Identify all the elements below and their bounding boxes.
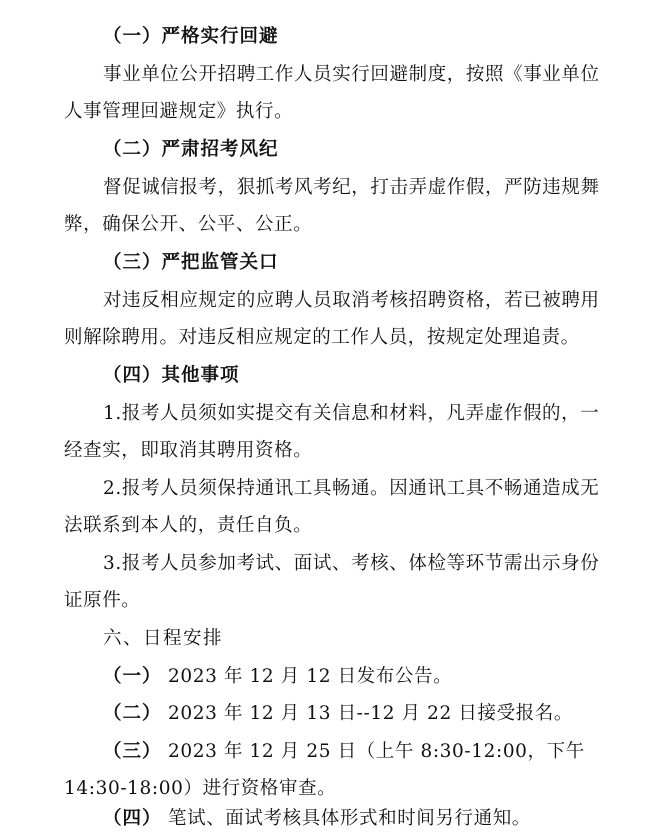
section-1-line-2: 人事管理回避规定》执行。 bbox=[64, 101, 294, 122]
schedule-item-3-text: 2023 年 12 月 25 日（上午 8:30-12:00，下午 bbox=[168, 741, 585, 762]
schedule-item-4-label: （四） bbox=[103, 808, 162, 829]
section-2-line-1: 督促诚信报考，狠抓考风考纪，打击弄虚作假，严防违规舞 bbox=[103, 177, 600, 198]
section-4-line-6: 证原件。 bbox=[64, 590, 141, 611]
schedule-item-1-label: （一） bbox=[103, 666, 162, 687]
schedule-item-2-text: 2023 年 12 月 13 日--12 月 22 日接受报名。 bbox=[168, 703, 573, 724]
section-4-line-4: 法联系到本人的，责任自负。 bbox=[64, 515, 313, 536]
section-4-line-5: 3.报考人员参加考试、面试、考核、体检等环节需出示身份 bbox=[103, 553, 600, 574]
schedule-item-3 bbox=[103, 739, 663, 765]
section-heading-3: （三）严把监管关口 bbox=[103, 252, 279, 273]
schedule-item-2-label: （二） bbox=[103, 703, 162, 724]
section-3-line-2: 则解除聘用。对违反相应规定的工作人员，按规定处理追责。 bbox=[64, 327, 580, 348]
schedule-item-4-text: 笔试、面试考核具体形式和时间另行通知。 bbox=[168, 808, 531, 829]
section-4-line-1: 1.报考人员须如实提交有关信息和材料，凡弄虚作假的，一 bbox=[103, 403, 600, 424]
schedule-item-4 bbox=[103, 806, 663, 832]
section-2-line-2: 弊，确保公开、公平、公正。 bbox=[64, 214, 313, 235]
schedule-item-1 bbox=[103, 664, 663, 690]
schedule-item-3-continued bbox=[64, 776, 624, 802]
schedule-item-2 bbox=[103, 701, 663, 727]
schedule-item-1-text: 2023 年 12 月 12 日发布公告。 bbox=[168, 666, 453, 687]
section-4-line-2: 经查实，即取消其聘用资格。 bbox=[64, 440, 313, 461]
section-heading-2: （二）严肃招考风纪 bbox=[103, 139, 279, 160]
section-3-line-1: 对违反相应规定的应聘人员取消考核招聘资格，若已被聘用 bbox=[103, 290, 600, 311]
schedule-item-3-continued-text: 14:30-18:00）进行资格审查。 bbox=[64, 778, 337, 799]
schedule-title: 六、日程安排 bbox=[103, 628, 224, 649]
schedule-item-3-label: （三） bbox=[103, 741, 162, 762]
section-4-line-3: 2.报考人员须保持通讯工具畅通。因通讯工具不畅通造成无 bbox=[103, 478, 600, 499]
section-heading-1: （一）严格实行回避 bbox=[103, 26, 279, 47]
section-heading-4: （四）其他事项 bbox=[103, 365, 240, 386]
section-1-line-1: 事业单位公开招聘工作人员实行回避制度，按照《事业单位 bbox=[103, 64, 600, 85]
